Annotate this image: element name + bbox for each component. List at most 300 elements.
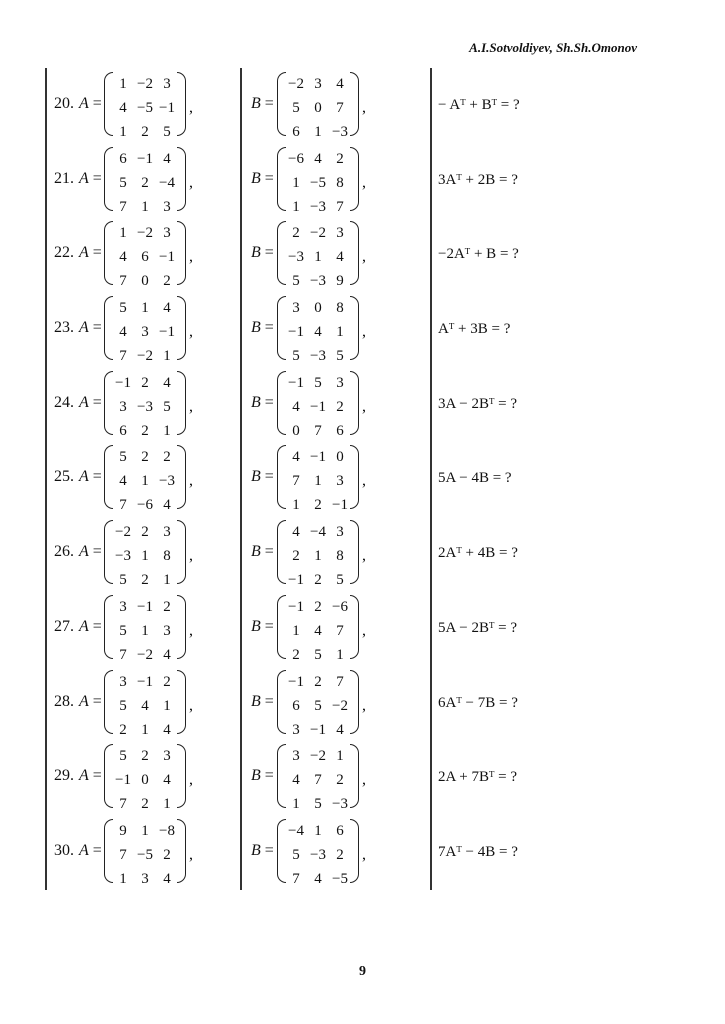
equals-sign: = [88,95,102,112]
matrix-cell: 2 [292,548,300,565]
right-parenthesis [350,520,359,584]
matrix-cell: 2 [314,572,322,589]
matrix-cell: 5 [119,449,127,466]
matrix-cell: 2 [163,273,171,290]
matrix-cell: 1 [292,497,300,514]
matrix-cell: 3 [292,748,300,765]
matrix-cell: 4 [163,374,171,391]
matrix-b-name: B [251,244,261,262]
matrix-a-name: A [79,393,89,411]
matrix-b-label [251,170,274,188]
matrix-row [285,768,351,792]
matrix-cell: 4 [292,449,300,466]
matrix-cell: 2 [314,673,322,690]
matrix-a-label [79,244,102,262]
matrix-cell: 3 [292,721,300,738]
matrix-table [112,445,178,517]
matrix-cell: 1 [292,796,300,813]
matrix-cell: −8 [159,822,175,839]
equals-sign: = [260,95,274,112]
matrix-cell: −1 [310,449,326,466]
task-expression: − Aᵀ + Bᵀ = ? [438,97,520,113]
matrix-cell: 4 [292,524,300,541]
right-parenthesis [350,296,359,360]
matrix-a-label [79,95,102,113]
matrix-cell: 5 [292,846,300,863]
problem-row [0,68,725,143]
matrix-row [285,147,351,171]
equals-sign: = [260,169,274,187]
matrix-b-name: B [251,95,261,112]
matrix-cell: 7 [119,796,127,813]
matrix-cell: 3 [119,398,127,415]
matrix-cell: −2 [288,76,304,92]
matrix-cell: −1 [159,324,175,341]
matrix-cell: 0 [292,422,300,439]
separator-comma: , [189,248,193,266]
matrix-cell: 5 [119,697,127,714]
matrix-cell: 1 [163,422,171,439]
matrix-cell: 2 [141,174,149,191]
matrix-table [285,371,351,443]
right-parenthesis [177,520,186,584]
matrix-cell: 5 [314,697,322,714]
separator-comma: , [362,99,366,116]
separator-comma: , [362,771,366,789]
matrix-cell: 7 [119,846,127,863]
matrix-cell: −1 [159,249,175,266]
matrix-row [285,843,351,867]
matrix-a-name: A [79,617,89,635]
header-author: A.I.Sotvoldiyev, Sh.Sh.Omonov [469,40,637,55]
right-parenthesis [177,72,186,136]
matrix-row [285,469,351,493]
matrix-cell: −3 [310,348,326,365]
matrix-cell: 7 [119,348,127,365]
matrix-cell: 7 [119,497,127,514]
matrix-cell: 0 [141,772,149,789]
matrix-a-name: A [79,543,89,561]
matrix-cell: 1 [314,822,322,839]
matrix-cell: 5 [336,348,344,365]
problem-list [0,68,725,890]
matrix-cell: −2 [137,225,153,242]
matrix-cell: 2 [292,225,300,242]
matrix-cell: 3 [163,198,171,215]
matrix-cell: 2 [163,846,171,863]
matrix-B [277,445,359,514]
matrix-row [112,96,178,120]
matrix-row [285,120,351,144]
matrix-b-name: B [251,767,261,785]
matrix-B [277,520,359,589]
matrix-cell: −1 [288,598,304,615]
matrix-cell: −3 [310,198,326,215]
matrix-table [285,744,351,816]
matrix-table [112,371,178,443]
matrix-cell: 2 [141,124,149,140]
problem-row [0,815,725,890]
problem-number: 30. [54,841,74,859]
matrix-table [112,147,178,219]
matrix-b-label [251,244,274,262]
matrix-cell: 1 [292,622,300,639]
matrix-cell: −1 [137,598,153,615]
matrix-cell: 5 [314,374,322,391]
matrix-cell: 2 [292,646,300,663]
matrix-table [285,147,351,219]
matrix-cell: 4 [163,497,171,514]
matrix-cell: 6 [119,150,127,167]
matrix-cell: 4 [314,150,322,167]
right-parenthesis [177,221,186,285]
matrix-A [104,744,186,813]
matrix-cell: 4 [336,249,344,266]
matrix-table [285,72,351,144]
matrix-table [112,72,178,144]
matrix-row [285,96,351,120]
separator-comma: , [189,472,193,490]
matrix-table [285,595,351,667]
matrix-cell: 3 [141,324,149,341]
matrix-A [104,670,186,738]
matrix-a-label [79,767,102,785]
matrix-row [112,445,178,469]
matrix-cell: −1 [288,673,304,690]
equals-sign: = [88,617,102,635]
matrix-row [285,718,351,742]
matrix-cell: 1 [336,324,344,341]
matrix-cell: 4 [314,622,322,639]
matrix-cell: 3 [119,598,127,615]
matrix-b-label [251,693,274,711]
matrix-a-name: A [79,244,89,262]
matrix-cell: 3 [336,374,344,391]
matrix-b-name: B [251,319,261,337]
matrix-b-label [251,468,274,486]
task-expression: −2Aᵀ + B = ? [438,246,519,263]
matrix-cell: 1 [119,870,127,887]
matrix-cell: 1 [336,646,344,663]
matrix-cell: 3 [141,870,149,887]
matrix-row [112,792,178,816]
matrix-row [112,819,178,843]
matrix-cell: 3 [163,622,171,639]
matrix-cell: 2 [141,449,149,466]
problem-number: 24. [54,393,74,411]
separator-comma: , [189,621,193,639]
problem-number: 26. [54,543,74,561]
problem-number: 28. [54,692,74,710]
matrix-cell: 7 [314,422,322,439]
right-parenthesis [350,744,359,808]
matrix-cell: 6 [141,249,149,266]
separator-comma: , [189,397,193,415]
matrix-cell: 5 [119,174,127,191]
separator-comma: , [189,323,193,341]
matrix-B [277,595,359,663]
matrix-cell: 3 [163,76,171,92]
matrix-b-label [251,394,274,412]
matrix-cell: 1 [119,225,127,242]
separator-comma: , [362,472,366,490]
matrix-cell: −5 [137,846,153,863]
separator-comma: , [189,173,193,191]
matrix-b-name: B [251,393,261,411]
matrix-cell: −1 [332,497,348,514]
matrix-b-label [251,842,274,860]
matrix-cell: 1 [314,124,322,140]
equals-sign: = [88,841,102,859]
matrix-a-name: A [79,319,89,337]
matrix-row [112,568,178,592]
matrix-cell: 1 [336,748,344,765]
matrix-a-label [79,170,102,188]
matrix-row [285,395,351,419]
matrix-row [285,296,351,320]
matrix-b-name: B [251,841,261,859]
page-number: 9 [359,964,366,979]
matrix-a-name: A [79,95,89,112]
matrix-a-label [79,319,102,337]
matrix-cell: 1 [141,473,149,490]
matrix-row [112,395,178,419]
separator-comma: , [362,173,366,191]
matrix-cell: 2 [163,449,171,466]
matrix-cell: 7 [336,622,344,639]
separator-comma: , [362,621,366,639]
matrix-b-name: B [251,692,261,710]
right-parenthesis [177,819,186,883]
matrix-cell: 3 [119,673,127,690]
matrix-cell: 2 [336,846,344,863]
matrix-cell: 6 [336,822,344,839]
separator-comma: , [362,547,366,565]
equals-sign: = [260,617,274,635]
matrix-cell: 8 [336,548,344,565]
separator-comma: , [362,397,366,415]
matrix-cell: −2 [115,524,131,541]
matrix-a-label [79,468,102,486]
matrix-row [112,493,178,517]
matrix-row [112,843,178,867]
matrix-cell: 0 [141,273,149,290]
matrix-cell: 7 [336,198,344,215]
matrix-cell: 1 [119,76,127,92]
matrix-cell: −6 [332,598,348,615]
matrix-cell: 4 [314,324,322,341]
task-expression: 7Aᵀ − 4B = ? [438,843,518,860]
matrix-row [285,371,351,395]
matrix-row [112,619,178,643]
matrix-cell: 5 [119,300,127,317]
matrix-row [285,619,351,643]
matrix-cell: 1 [292,174,300,191]
right-parenthesis [177,147,186,211]
matrix-a-label [79,394,102,412]
problem-row [0,740,725,815]
equals-sign: = [88,169,102,187]
matrix-cell: 1 [141,721,149,738]
separator-comma: , [189,99,193,116]
equals-sign: = [88,543,102,561]
right-parenthesis [177,744,186,808]
matrix-row [112,544,178,568]
matrix-B [277,744,359,813]
matrix-cell: 7 [119,646,127,663]
task-expression: 5A − 2Bᵀ = ? [438,619,518,636]
matrix-cell: 8 [336,300,344,317]
matrix-row [112,670,178,694]
matrix-cell: 5 [119,748,127,765]
matrix-cell: 7 [336,673,344,690]
matrix-cell: 9 [119,822,127,839]
right-parenthesis [177,445,186,509]
matrix-cell: 9 [336,273,344,290]
matrix-row [285,445,351,469]
matrix-cell: 1 [141,198,149,215]
matrix-row [285,419,351,443]
matrix-cell: 4 [119,249,127,266]
matrix-cell: 2 [336,150,344,167]
separator-comma: , [362,845,366,863]
matrix-cell: 4 [292,398,300,415]
matrix-row [112,643,178,667]
equals-sign: = [88,692,102,710]
matrix-a-label [79,543,102,561]
matrix-cell: −1 [288,572,304,589]
matrix-cell: 5 [163,124,171,140]
matrix-row [285,195,351,219]
matrix-B [277,371,359,439]
matrix-row [112,245,178,269]
problem-number: 21. [54,169,74,187]
matrix-cell: 7 [292,473,300,490]
matrix-cell: 7 [314,772,322,789]
matrix-row [285,867,351,891]
matrix-cell: −1 [310,398,326,415]
equals-sign: = [260,319,274,337]
separator-comma: , [189,771,193,789]
matrix-row [285,568,351,592]
matrix-A [104,221,186,290]
matrix-cell: 8 [336,174,344,191]
problem-row [0,441,725,516]
right-parenthesis [350,72,359,136]
matrix-cell: 6 [119,422,127,439]
matrix-cell: 4 [314,870,322,887]
matrix-row [285,819,351,843]
separator-comma: , [362,323,366,341]
problem-row [0,367,725,442]
matrix-table [112,819,178,891]
matrix-cell: 4 [119,100,127,116]
matrix-cell: 3 [163,524,171,541]
matrix-row [112,371,178,395]
matrix-row [285,744,351,768]
matrix-cell: 2 [141,748,149,765]
matrix-cell: −5 [310,174,326,191]
matrix-cell: 3 [336,473,344,490]
right-parenthesis [177,595,186,659]
matrix-cell: −3 [115,548,131,565]
matrix-cell: 5 [119,622,127,639]
matrix-cell: −4 [159,174,175,191]
equals-sign: = [260,841,274,859]
matrix-row [112,221,178,245]
matrix-A [104,147,186,215]
matrix-cell: 4 [119,324,127,341]
matrix-row [285,670,351,694]
matrix-cell: 0 [336,449,344,466]
matrix-cell: 5 [292,348,300,365]
matrix-row [285,493,351,517]
matrix-row [285,72,351,96]
matrix-cell: 5 [119,572,127,589]
equals-sign: = [88,244,102,262]
matrix-cell: −1 [310,721,326,738]
matrix-cell: 3 [163,225,171,242]
matrix-cell: −3 [310,273,326,290]
matrix-b-label [251,767,274,785]
problem-row [0,516,725,591]
matrix-cell: −2 [332,697,348,714]
matrix-cell: 2 [119,721,127,738]
matrix-cell: 5 [292,273,300,290]
matrix-b-label [251,319,274,337]
matrix-cell: 4 [163,300,171,317]
matrix-cell: −2 [310,748,326,765]
matrix-b-name: B [251,468,261,486]
equals-sign: = [260,468,274,486]
matrix-cell: 2 [141,422,149,439]
matrix-table [112,744,178,816]
matrix-cell: 2 [141,374,149,391]
matrix-cell: 1 [163,572,171,589]
equals-sign: = [260,393,274,411]
matrix-cell: 3 [163,748,171,765]
problem-number: 25. [54,468,74,486]
matrix-A [104,520,186,589]
matrix-table [112,296,178,368]
matrix-a-name: A [79,767,89,785]
matrix-cell: −3 [332,796,348,813]
matrix-cell: 2 [336,398,344,415]
matrix-B [277,147,359,215]
matrix-cell: −2 [137,348,153,365]
matrix-table [112,670,178,742]
matrix-B [277,296,359,365]
matrix-cell: −3 [159,473,175,490]
matrix-a-name: A [79,692,89,710]
matrix-row [112,344,178,368]
matrix-b-name: B [251,617,261,635]
matrix-row [112,520,178,544]
matrix-row [285,171,351,195]
matrix-row [112,147,178,171]
matrix-cell: 4 [163,721,171,738]
matrix-cell: 5 [163,398,171,415]
matrix-a-label [79,693,102,711]
matrix-cell: 4 [163,646,171,663]
matrix-row [285,269,351,293]
matrix-cell: 4 [336,76,344,92]
matrix-table [112,221,178,293]
matrix-cell: 1 [141,300,149,317]
matrix-row [112,694,178,718]
matrix-b-name: B [251,169,261,187]
matrix-row [112,867,178,891]
